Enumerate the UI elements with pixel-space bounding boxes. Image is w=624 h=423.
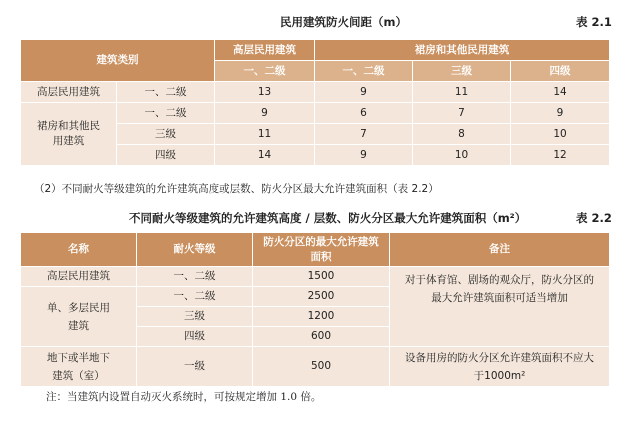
remark-cell-2: 设备用房的防火分区允许建筑面积不应大于1000m² bbox=[390, 347, 610, 387]
cell-area: 1500 bbox=[253, 267, 390, 287]
header-podium-other: 裙房和其他民用建筑 bbox=[315, 40, 610, 61]
cell-value: 9 bbox=[315, 82, 413, 103]
table-row bbox=[21, 103, 610, 124]
cell-area: 1200 bbox=[253, 307, 390, 327]
cell-value: 13 bbox=[215, 82, 315, 103]
table-2-2-number: 表 2.2 bbox=[576, 211, 612, 225]
row-grade: 三级 bbox=[137, 307, 253, 327]
header-fire-rating: 耐火等级 bbox=[137, 233, 253, 267]
cell-value: 6 bbox=[315, 103, 413, 124]
remark-cell-1: 对于体育馆、剧场的观众厅，防火分区的最大允许建筑面积可适当增加 bbox=[390, 267, 610, 347]
table-row bbox=[21, 82, 610, 103]
cell-value: 10 bbox=[413, 145, 511, 166]
cell-value: 7 bbox=[413, 103, 511, 124]
cell-value: 11 bbox=[215, 124, 315, 145]
header-name: 名称 bbox=[21, 233, 137, 267]
row-label-highrise: 高层民用建筑 bbox=[21, 82, 117, 103]
cell-value: 7 bbox=[315, 124, 413, 145]
table-2-1 bbox=[20, 39, 610, 166]
row-grade: 一级 bbox=[137, 347, 253, 387]
footnote: 注：当建筑内设置自动灭火系统时，可按规定增加 1.0 倍。 bbox=[46, 391, 322, 403]
row-label-podium-other: 裙房和其他民用建筑 bbox=[21, 103, 117, 166]
row-grade: 四级 bbox=[137, 327, 253, 347]
cell-area: 600 bbox=[253, 327, 390, 347]
cell-value: 9 bbox=[511, 103, 610, 124]
row-grade: 一、二级 bbox=[117, 103, 215, 124]
row-name: 地下或半地下建筑（室） bbox=[21, 347, 137, 387]
row-grade: 一、二级 bbox=[117, 82, 215, 103]
table-2-1-caption: 民用建筑防火间距（m） bbox=[280, 15, 407, 29]
cell-value: 12 bbox=[511, 145, 610, 166]
row-name: 高层民用建筑 bbox=[21, 267, 137, 287]
subheader-other-grade-1-2: 一、二级 bbox=[315, 61, 413, 82]
cell-value: 10 bbox=[511, 124, 610, 145]
header-building-category: 建筑类别 bbox=[21, 40, 215, 82]
subheader-other-grade-3: 三级 bbox=[413, 61, 511, 82]
cell-area: 500 bbox=[253, 347, 390, 387]
row-grade: 一、二级 bbox=[137, 267, 253, 287]
table-row bbox=[21, 347, 610, 387]
cell-value: 9 bbox=[215, 103, 315, 124]
row-grade: 三级 bbox=[117, 124, 215, 145]
cell-area: 2500 bbox=[253, 287, 390, 307]
header-highrise: 高层民用建筑 bbox=[215, 40, 315, 61]
header-max-area: 防火分区的最大允许建筑面积 bbox=[253, 233, 390, 267]
header-remark: 备注 bbox=[390, 233, 610, 267]
body-paragraph: （2）不同耐火等级建筑的允许建筑高度或层数、防火分区最大允许建筑面积（表 2.2） bbox=[34, 183, 439, 195]
table-2-2 bbox=[20, 232, 610, 387]
subheader-other-grade-4: 四级 bbox=[511, 61, 610, 82]
row-grade: 一、二级 bbox=[137, 287, 253, 307]
cell-value: 8 bbox=[413, 124, 511, 145]
subheader-highrise-grade-1-2: 一、二级 bbox=[215, 61, 315, 82]
table-row bbox=[21, 267, 610, 287]
cell-value: 9 bbox=[315, 145, 413, 166]
row-name: 单、多层民用建筑 bbox=[21, 287, 137, 347]
cell-value: 14 bbox=[215, 145, 315, 166]
cell-value: 14 bbox=[511, 82, 610, 103]
table-2-2-caption: 不同耐火等级建筑的允许建筑高度 / 层数、防火分区最大允许建筑面积（m²） bbox=[129, 211, 527, 225]
table-2-1-number: 表 2.1 bbox=[576, 15, 612, 29]
cell-value: 11 bbox=[413, 82, 511, 103]
row-grade: 四级 bbox=[117, 145, 215, 166]
